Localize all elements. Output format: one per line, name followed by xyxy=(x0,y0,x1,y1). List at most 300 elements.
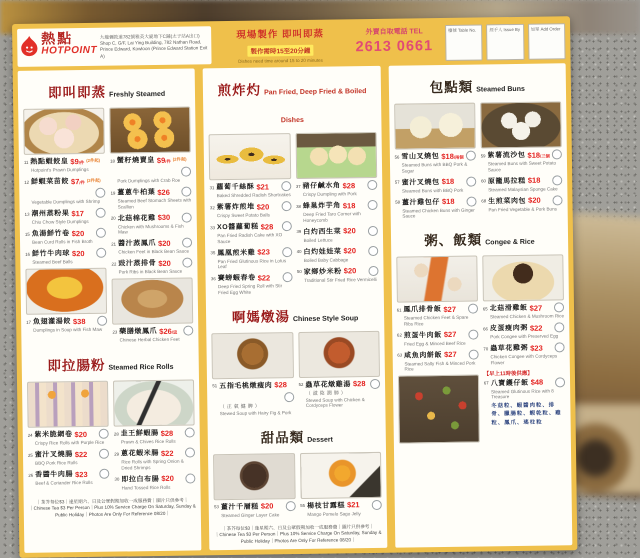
item-number: 65 xyxy=(482,305,488,311)
item-number: 23 xyxy=(112,329,118,335)
takeaway-phone-block xyxy=(349,23,440,62)
menu-item xyxy=(25,208,106,226)
item-price: $20 xyxy=(74,429,88,439)
item-name-zh: 煎蛋牛肉飯 xyxy=(403,331,442,340)
item-name-en: Deep Fried Spring Roll with Stir Fried Egg White xyxy=(217,283,283,295)
fish-maw-soup-dumpling-photo xyxy=(25,268,107,315)
menu-item xyxy=(300,451,382,517)
menu-item xyxy=(210,201,291,219)
section-title-en: Dessert xyxy=(307,436,333,444)
menu-item-line xyxy=(481,195,562,206)
order-circle xyxy=(466,196,476,206)
item-name-en: Mango Pomelo Sago Jelly xyxy=(307,510,361,517)
item-name-zh: 原籠馬拉糕 xyxy=(487,177,526,185)
section-title-congee-rice xyxy=(395,222,563,252)
item-name-zh: 紫薯流沙包 xyxy=(487,151,526,160)
item-price: $20 xyxy=(161,473,174,483)
order-circle xyxy=(552,149,562,159)
menu-item-line xyxy=(296,200,377,211)
item-name-zh: 鳳爪排骨飯 xyxy=(403,306,442,314)
item-name-zh: 薑蔥牛柏葉 xyxy=(117,189,156,197)
menu-item-line xyxy=(394,151,475,162)
menu-item-line xyxy=(25,228,106,239)
order-circle xyxy=(367,200,377,210)
item-price: $21 xyxy=(346,500,360,510)
menu-item-line xyxy=(214,501,295,512)
menu-item xyxy=(23,108,105,174)
hotpoint-flame-logo-icon xyxy=(20,32,38,62)
item-number: 25 xyxy=(27,452,33,458)
menu-item xyxy=(24,176,106,206)
menu-item-line xyxy=(111,258,192,269)
address-en: Shop C, G/F, Lai Ying Building, 782 Nathan Road, Prince Edward, Kowloon (Prince Edward Station Exit A) xyxy=(99,39,208,59)
item-column xyxy=(298,329,380,418)
item-name-en: Pan Fried Glutinous Rice in Lotus Leaf xyxy=(217,257,287,270)
item-column xyxy=(23,107,108,348)
item-price: $23 xyxy=(257,247,270,257)
item-price: $7/件 xyxy=(70,176,85,186)
menu-item-line xyxy=(481,175,562,186)
item-name-en: Baked Shredded Radish Shortcakes xyxy=(216,192,291,199)
order-circle xyxy=(555,377,565,387)
item-price: $21 xyxy=(256,181,269,192)
item-name-en: Boiled Lettuce xyxy=(303,237,333,243)
item-number: 67 xyxy=(483,380,489,386)
order-circle xyxy=(466,151,476,161)
item-name-zh: 蟹籽燒賣皇 xyxy=(116,157,155,165)
item-price: $27 xyxy=(529,303,543,313)
item-price: $18 xyxy=(342,200,356,210)
add-order-box xyxy=(528,23,566,60)
item-name-en: Chicken Congee with Cordyceps Flower xyxy=(490,353,558,365)
menu-item-line xyxy=(395,196,476,207)
item-column xyxy=(480,100,563,221)
item-price: $48 xyxy=(530,377,544,387)
order-circle xyxy=(368,225,378,235)
radish-shortcakes-photo xyxy=(209,133,291,180)
cordyceps-soup-photo xyxy=(298,330,380,377)
item-name-zh: 豉汁蒸排骨 xyxy=(118,260,157,268)
item-price: $28 xyxy=(160,428,174,438)
order-circle xyxy=(281,181,291,191)
order-circle xyxy=(466,176,476,186)
item-name-en: Boiled Baby Cabbage xyxy=(303,256,349,263)
item-name-en: Steamed Salty Fish & Minced Pork Rice xyxy=(404,360,476,372)
menu-item-line xyxy=(25,248,106,259)
menu-item xyxy=(25,248,106,266)
item-price: $20 xyxy=(343,246,357,256)
item-price: $20 xyxy=(71,248,85,258)
item-number: 20 xyxy=(110,215,116,221)
item-name-en: Steamed Buns with BBQ Pork & Sugar xyxy=(401,161,468,174)
item-name-en: Steamed Buns with Sweet Potato Sauce xyxy=(487,160,557,172)
item-name-zh: 鮮竹牛肉球 xyxy=(31,250,71,258)
order-circle xyxy=(370,378,380,388)
menu-item xyxy=(111,212,192,235)
menu-item-line xyxy=(28,449,109,460)
menu-item-line xyxy=(395,176,476,187)
menu-item xyxy=(481,175,562,193)
issue-by-box xyxy=(486,24,524,61)
item-name-zh: 香醬牛肉腸 xyxy=(35,471,74,479)
order-circle xyxy=(282,272,292,282)
menu-item-line xyxy=(483,302,564,313)
item-number: 66 xyxy=(483,325,488,331)
item-number: 19 xyxy=(110,190,116,196)
item-name-en: Chiu Chow Style Dumplings xyxy=(31,218,89,225)
item-price: $27 xyxy=(443,304,457,314)
item-price: $22 xyxy=(529,323,543,333)
item-name-zh: 鮮蝦菜苗餃 xyxy=(30,178,70,186)
order-circle xyxy=(183,258,193,268)
section-title-en: Congee & Rice xyxy=(485,238,535,247)
item-price-unit: /盅 xyxy=(171,329,178,335)
menu-item-line xyxy=(483,342,564,353)
hairy-fig-soup-photo xyxy=(212,332,294,379)
item-price: $26/盅 xyxy=(159,326,178,336)
item-column xyxy=(394,102,477,223)
menu-item-line xyxy=(397,304,478,315)
order-circle xyxy=(185,427,195,437)
item-price: $26 xyxy=(157,187,170,197)
menu-header xyxy=(17,21,565,67)
menu-item xyxy=(212,332,294,417)
section-title-zh: 即拉腸粉 xyxy=(47,357,106,374)
item-name-zh: 潮州蒸粉果 xyxy=(31,210,70,218)
item-column xyxy=(213,452,295,522)
item-number: 26 xyxy=(28,472,34,478)
item-number: 50 xyxy=(296,268,302,275)
section-title-en: Steamed Buns xyxy=(476,85,525,94)
item-name-zh: 豬仔鹹水角 xyxy=(302,182,341,190)
item-name-zh: 韭王鮮蝦腸 xyxy=(120,429,159,438)
section-title-en: Steamed Rice Rolls xyxy=(108,363,174,372)
item-name-en: Deep Fried Taro Corner with Honeycomb xyxy=(303,211,361,223)
prawn-rice-rolls-photo xyxy=(113,379,195,426)
item-number: 33 xyxy=(210,224,216,230)
item-name-zh: 家鄉炒米粉 xyxy=(303,267,342,276)
order-circle xyxy=(99,429,109,439)
menu-item-line xyxy=(210,221,291,232)
order-circle xyxy=(282,247,292,257)
item-column xyxy=(295,131,378,298)
item-ingredients: 冬菇粒、蝦醬肉粒、排骨、臘腸粒、蝦乾粒、雞粒、鳳爪、瑤柱粒 xyxy=(491,401,562,427)
item-name-en: Steamed Chicken Buns with Ginger Sauce xyxy=(402,207,475,219)
order-circle xyxy=(468,349,478,359)
menu-item xyxy=(25,228,106,246)
menu-item-line xyxy=(297,265,378,276)
order-circle xyxy=(99,469,109,479)
item-number: 60 xyxy=(481,178,486,184)
order-circle xyxy=(186,473,196,483)
menu-item-line xyxy=(300,499,381,510)
purple-lava-buns-photo xyxy=(480,101,562,148)
item-column xyxy=(109,106,194,347)
order-circle xyxy=(367,180,377,190)
menu-item-line xyxy=(114,473,195,484)
menu-item xyxy=(297,265,378,283)
item-price: $9/件 xyxy=(70,156,85,166)
item-name-en: Pan Fried Radish Cake with XO Sauce xyxy=(217,232,283,244)
item-number: 30 xyxy=(114,476,120,482)
item-name-en: Dumplings in Soup with Fish Maw xyxy=(33,326,103,333)
item-name-zh: 紫米脆網卷 xyxy=(34,431,73,439)
item-number: 32 xyxy=(209,204,215,210)
item-price: $28 xyxy=(260,221,274,232)
section-title-freshly-steamed xyxy=(23,75,191,105)
menu-item xyxy=(109,107,191,185)
order-circle xyxy=(554,322,564,332)
item-number: 16 xyxy=(25,251,31,257)
item-price: $9/件 xyxy=(156,155,171,165)
order-circle xyxy=(368,265,378,275)
menu-item xyxy=(209,133,291,199)
footnote-en: ｜Chinese Tea $3 Per Person｜Plus 10% Service Charge On Saturday, Sunday & Public Holiday｜Photos Are Only For Reference 08/20｜ xyxy=(214,530,382,545)
item-price: $20 xyxy=(260,501,274,511)
item-name-en: Hotpoint's Prawn Dumplings xyxy=(31,166,89,173)
phone-number: 2613 0661 xyxy=(355,38,434,56)
menu-item-line xyxy=(24,176,105,199)
item-name-zh: 八寶鑊仔飯 xyxy=(490,379,529,387)
item-price-unit: /三個 xyxy=(539,153,550,159)
order-circle xyxy=(468,329,478,339)
item-name-en: Crispy Dumpling with Pork xyxy=(302,191,357,197)
address-zh: 九龍彌敦道782號雅英大廈地下C鋪(太子站A出口) xyxy=(99,33,200,40)
menu-item xyxy=(396,256,478,327)
mango-sago-jelly-photo xyxy=(300,451,382,498)
snow-bbq-buns-photo xyxy=(394,103,476,150)
item-price: $20 xyxy=(256,201,270,212)
item-number: 55 xyxy=(300,502,306,509)
order-circle xyxy=(184,325,194,335)
item-name-en: Fried Egg & Minced Beef Rice xyxy=(404,340,466,347)
menu-item xyxy=(481,195,562,213)
item-name-zh: 蜜汁叉燒腸 xyxy=(34,451,73,459)
eight-treasure-rice-photo xyxy=(398,375,480,444)
item-number: 70 xyxy=(483,345,489,351)
item-number: 61 xyxy=(396,307,402,313)
menu-item xyxy=(397,349,478,372)
section-title-steamed-buns xyxy=(393,69,561,99)
item-price-unit: /件 xyxy=(165,158,171,164)
order-circle xyxy=(96,228,106,238)
phone-label: 外賣自取電話 TEL xyxy=(365,28,423,37)
menu-item xyxy=(210,247,291,270)
menu-sheet xyxy=(12,16,577,558)
item-name-en: Steamed Malaysian Sponge Cake xyxy=(488,185,558,192)
item-name-en: Pork Dumplings with Crab Roe xyxy=(117,177,181,184)
section-title-en: Pan Fried, Deep Fried & Boiled Dishes xyxy=(264,88,367,125)
item-name-zh: 蘿蔔千絲酥 xyxy=(216,183,255,192)
item-number: 18 xyxy=(110,158,115,164)
item-column xyxy=(212,331,294,420)
item-price: $17 xyxy=(71,208,85,218)
item-price: $27 xyxy=(443,329,457,340)
ginger-layer-cake-photo xyxy=(213,453,295,500)
menu-item-line xyxy=(25,208,106,219)
section-title-zh: 即叫即蒸 xyxy=(48,84,107,101)
order-circle xyxy=(96,248,106,258)
item-number: 24 xyxy=(27,432,33,438)
item-name-zh: 蜜汁叉燒包 xyxy=(401,178,440,187)
order-circle xyxy=(95,188,105,198)
restaurant-name-en: HOTPOINT xyxy=(41,44,98,57)
menu-item xyxy=(295,132,377,198)
mushroom-chicken-rice-photo xyxy=(482,254,564,301)
item-name-en: Bean Curd Rolls in Fish Broth xyxy=(32,238,93,245)
menu-item-line xyxy=(110,155,191,178)
item-name-en: Chicken with Mushrooms & Fish Maw xyxy=(117,223,184,235)
item-price: $23 xyxy=(530,343,543,353)
promo-block xyxy=(217,24,344,64)
section-title-en: Freshly Steamed xyxy=(109,90,166,99)
item-name-en: Rice Rolls with Spring Onion & Dried Shrimps xyxy=(121,458,184,471)
item-name-zh: 醬汁蒸鳳爪 xyxy=(117,240,157,248)
item-name-zh: 皮蛋瘦肉粥 xyxy=(489,324,528,333)
item-number: 22 xyxy=(111,261,117,267)
item-column xyxy=(209,132,292,299)
section-title-zh: 啊媽燉湯 xyxy=(231,308,291,325)
item-name-en: Traditional Stir Fried Rice Vermicelli xyxy=(304,276,377,283)
section-title-zh: 粥、飯類 xyxy=(424,232,483,249)
restaurant-name-zh: 熱點 xyxy=(41,30,74,47)
item-column xyxy=(396,255,480,448)
item-price: $18/兩個 xyxy=(441,151,464,161)
order-circle xyxy=(185,447,195,457)
menu-item-line xyxy=(26,316,107,327)
item-number: 17 xyxy=(26,319,31,325)
item-name-en: Steamed Glutinous Rice with 8 Treasure xyxy=(490,387,554,400)
menu-item xyxy=(27,381,109,447)
item-name-en: Chicken Feet in Black Bean Sauce xyxy=(118,248,190,255)
menu-item xyxy=(483,322,564,340)
menu-item-line xyxy=(210,247,291,258)
section-title-rice-rolls xyxy=(27,347,195,377)
item-benefit-note: （正氣健脾） xyxy=(219,403,262,410)
order-circle xyxy=(554,342,564,352)
item-price: $28 xyxy=(352,379,366,389)
item-name-en: Steamed Chicken & Mushroom Rice xyxy=(489,313,565,320)
menu-item-line xyxy=(481,149,562,160)
menu-item xyxy=(211,272,292,295)
item-price: $20 xyxy=(343,266,357,276)
purple-rice-rolls-photo xyxy=(27,381,109,428)
order-circle xyxy=(368,245,378,255)
order-circle xyxy=(284,392,294,402)
item-name-zh: 楊枝甘露糕 xyxy=(306,501,346,510)
item-number: 35 xyxy=(210,250,216,256)
menu-item-line xyxy=(210,201,291,212)
piggy-dumplings-photo xyxy=(295,132,377,179)
item-name-zh: 藥膳燉鳳爪 xyxy=(119,328,158,336)
item-price: $23 xyxy=(75,469,88,479)
menu-item-line xyxy=(112,325,193,336)
item-name-zh: 鳳凰煎米雞 xyxy=(217,249,256,257)
menu-item-line xyxy=(484,377,565,388)
item-name-zh: 五指毛桃燉瘦肉 xyxy=(219,381,273,390)
panel-pan-fried xyxy=(203,66,387,551)
menu-item xyxy=(296,200,377,223)
item-price: $20 xyxy=(71,228,85,238)
item-price: $20 xyxy=(343,226,356,236)
item-price-unit: /件 xyxy=(79,179,85,185)
item-price: $20 xyxy=(158,258,171,268)
item-column xyxy=(113,378,196,494)
item-name-zh: 北菇滑雞飯 xyxy=(489,304,528,313)
menu-item-line xyxy=(397,349,478,360)
item-number: 68 xyxy=(481,198,487,204)
item-number: 12 xyxy=(24,179,30,185)
menu-item xyxy=(394,103,476,174)
menu-item xyxy=(210,221,291,244)
item-name-zh: 生煎菜肉包 xyxy=(488,197,527,205)
item-number: 62 xyxy=(397,332,402,338)
item-name-en: Steamed Buns with BBQ Pork xyxy=(401,187,464,194)
menu-item-line xyxy=(397,329,478,340)
menu-item xyxy=(113,379,195,445)
item-price: $22 xyxy=(74,449,88,459)
menu-item xyxy=(298,330,380,408)
item-name-en: Steamed Beef Stomach Sheets with Scallion xyxy=(117,197,192,210)
item-price-unit: /件 xyxy=(78,159,85,165)
order-circle xyxy=(181,167,191,177)
item-number: 21 xyxy=(111,241,117,247)
item-price: $22 xyxy=(160,448,174,458)
menu-item xyxy=(114,473,195,491)
menu-item xyxy=(25,268,107,334)
item-name-en: Steamed Chicken Feet & Spare Ribs Rice xyxy=(403,314,469,327)
menu-item-line xyxy=(114,447,195,458)
item-name-zh: 熱點蝦餃皇 xyxy=(30,158,69,166)
availability-banner: 【早上11時後供應】 xyxy=(483,370,533,377)
table-no-box xyxy=(445,24,483,61)
item-number: 29 xyxy=(114,451,119,457)
order-circle xyxy=(285,501,295,511)
menu-item xyxy=(482,254,564,320)
panel-buns-congee-rice xyxy=(388,63,572,548)
order-circle xyxy=(182,238,192,248)
promo-slogan-zh: 現場製作 即叫即蒸 xyxy=(236,28,325,41)
item-number: 36 xyxy=(210,275,216,281)
order-circle xyxy=(182,187,192,197)
menu-item-line xyxy=(297,245,378,256)
section-title-zh: 煎炸灼 xyxy=(217,82,262,99)
add-order-label: 加單 Add Order xyxy=(530,26,561,32)
item-price: $27 xyxy=(444,349,457,359)
item-price: $22 xyxy=(257,272,271,283)
item-name-zh: 薑汁雞包仔 xyxy=(401,198,441,207)
item-price: $18 xyxy=(441,176,455,187)
item-name-en: BBQ Pork Rice Rolls xyxy=(35,460,78,466)
promo-time-zh: 製作需時15至20分鐘 xyxy=(247,45,313,57)
item-number: 28 xyxy=(113,431,119,437)
item-name-zh: 薑汁千層糕 xyxy=(220,503,259,511)
section-title-soup xyxy=(211,298,379,328)
menu-item-line xyxy=(296,180,377,191)
item-name-en: Crispy Sweet Potato Balls xyxy=(216,212,270,219)
restaurant-address xyxy=(100,29,209,59)
menu-item-line xyxy=(28,429,109,440)
panel-footnote xyxy=(29,497,197,520)
section-title-pan-fried xyxy=(208,72,376,130)
item-name-zh: 北菇棉花雞 xyxy=(117,214,156,223)
item-number: 58 xyxy=(395,199,400,205)
menu-item xyxy=(112,277,194,343)
item-name-en: Chinese Herbal Chicken Feet xyxy=(119,336,180,343)
item-number: 37 xyxy=(295,183,301,189)
section-title-dessert xyxy=(213,419,381,449)
item-price: $28 xyxy=(274,380,287,390)
